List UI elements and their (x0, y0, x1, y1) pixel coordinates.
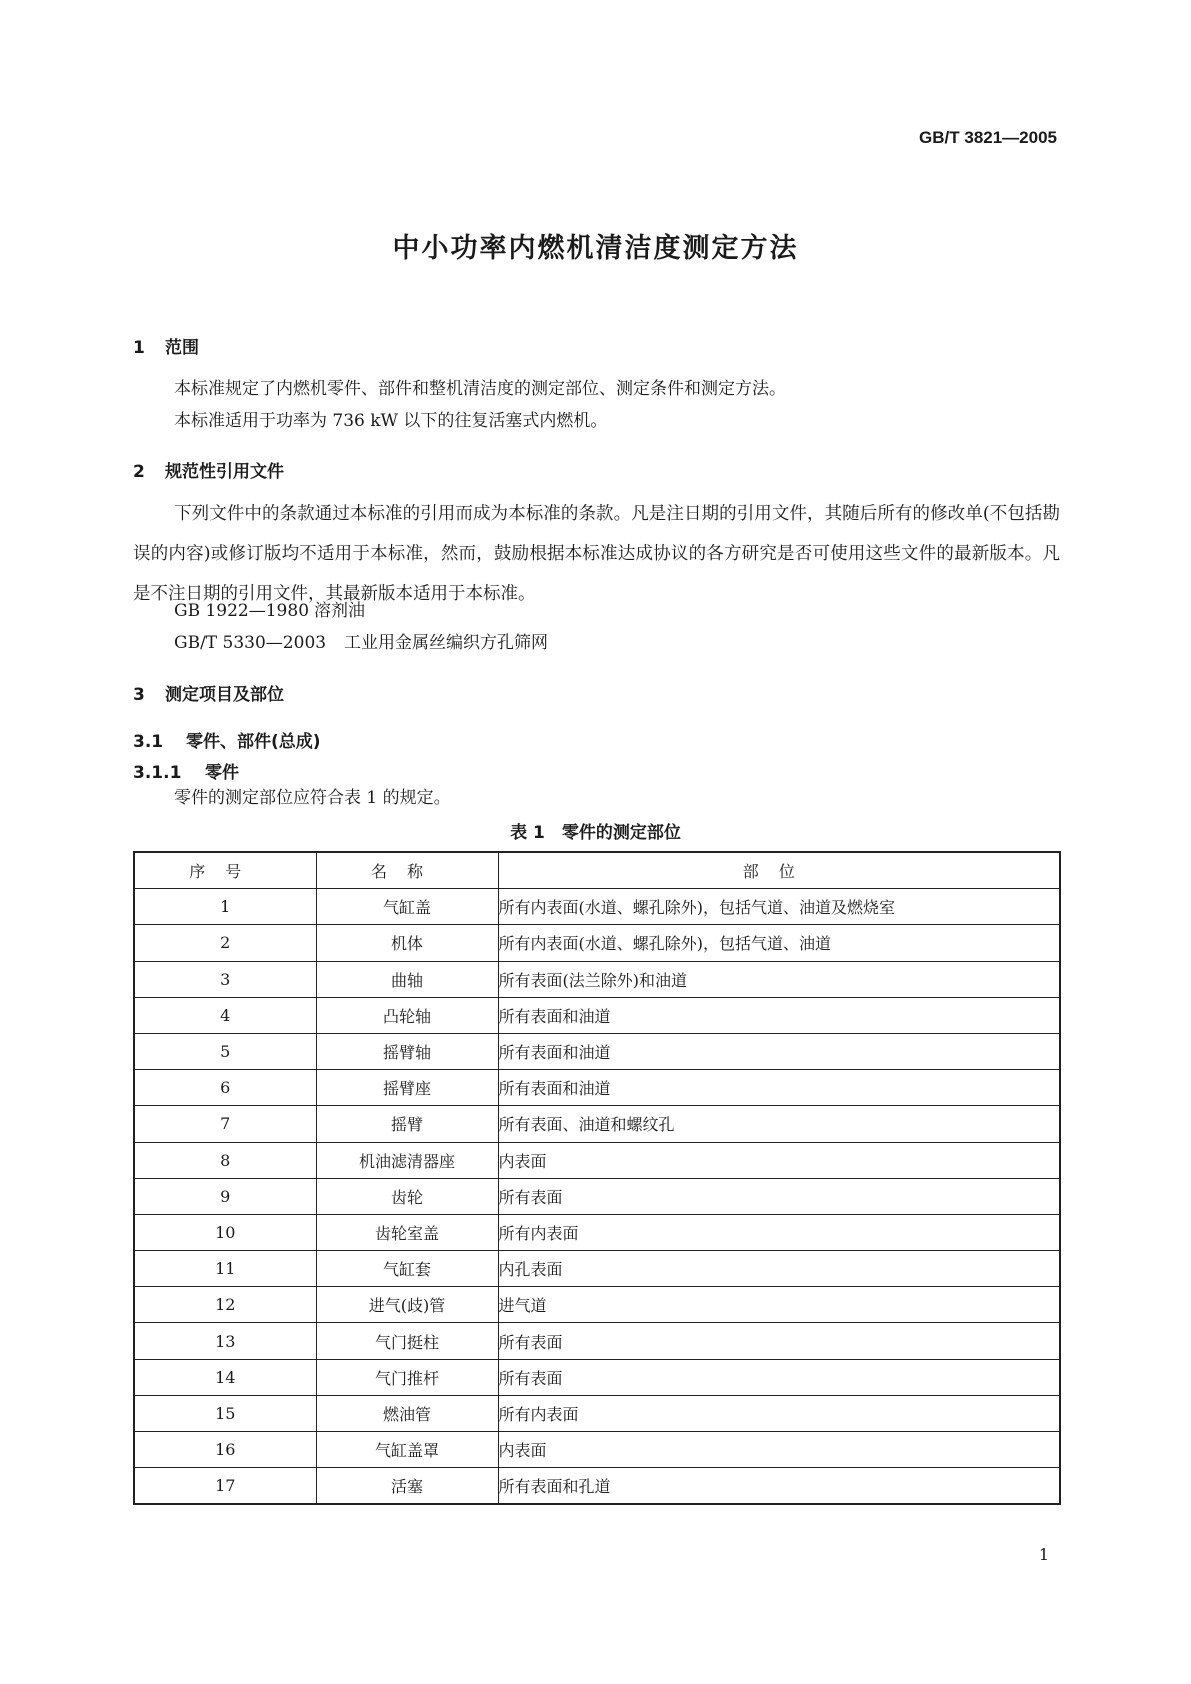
row-number: 12 (134, 1287, 316, 1323)
section-number: 3.1 (133, 732, 164, 752)
row-number: 8 (134, 1142, 316, 1178)
measurement-location: 所有表面(法兰除外)和油道 (498, 961, 1060, 997)
part-name: 机体 (316, 925, 498, 961)
row-number: 16 (134, 1432, 316, 1468)
measurement-location: 所有表面和油道 (498, 997, 1060, 1033)
row-number: 7 (134, 1106, 316, 1142)
section-number: 3.1.1 (133, 763, 182, 783)
table-row (134, 1359, 1060, 1395)
measurement-location: 所有内表面(水道、螺孔除外)，包括气道、油道及燃烧室 (498, 889, 1060, 925)
section-2-heading (133, 457, 284, 482)
part-name: 燃油管 (316, 1395, 498, 1431)
reference-code: GB/T 5330—2003 (174, 633, 327, 653)
paragraph: 本标准规定了内燃机零件、部件和整机清洁度的测定部位、测定条件和测定方法。 (174, 379, 786, 399)
part-name: 气缸盖 (316, 889, 498, 925)
section-1-heading (133, 333, 199, 358)
table-body (134, 889, 1060, 1505)
measurement-location: 内孔表面 (498, 1251, 1060, 1287)
section-number: 1 (133, 338, 145, 358)
measurement-location: 内表面 (498, 1432, 1060, 1468)
row-number: 2 (134, 925, 316, 961)
part-name: 凸轮轴 (316, 997, 498, 1033)
section-3-1-1-heading (133, 758, 239, 783)
table-row (134, 1106, 1060, 1142)
paragraph-text: 下列文件中的条款通过本标准的引用而成为本标准的条款。凡是注日期的引用文件，其随后所有的修改单(不包括勘误的内容)或修订版均不适用于本标准，然而，鼓励根据本标准达成协议的各方研究是否可使用这些文件的最新版本。凡是不注日期的引用文件，其最新版本适用于本标准。 (133, 504, 1060, 604)
reference-name: 工业用金属丝编织方孔筛网 (344, 633, 548, 653)
measurement-location: 所有表面和油道 (498, 1070, 1060, 1106)
part-name: 齿轮室盖 (316, 1214, 498, 1250)
part-name: 摇臂 (316, 1106, 498, 1142)
part-name: 曲轴 (316, 961, 498, 997)
part-name: 气门推杆 (316, 1359, 498, 1395)
table-row (134, 1070, 1060, 1106)
section-title: 范围 (165, 338, 199, 358)
table-row (134, 1395, 1060, 1431)
measurement-location: 所有表面和油道 (498, 1033, 1060, 1069)
part-name: 齿轮 (316, 1178, 498, 1214)
reference-name: 溶剂油 (314, 601, 365, 621)
row-number: 6 (134, 1070, 316, 1106)
measurement-location: 所有表面 (498, 1178, 1060, 1214)
row-number: 17 (134, 1468, 316, 1505)
reference-item (174, 632, 548, 654)
measurement-location: 内表面 (498, 1142, 1060, 1178)
column-header-number: 序号 (134, 852, 316, 889)
section-3-1-heading (133, 727, 321, 752)
measurement-location: 进气道 (498, 1287, 1060, 1323)
paragraph: 零件的测定部位应符合表 1 的规定。 (174, 788, 451, 808)
table-row (134, 889, 1060, 925)
row-number: 11 (134, 1251, 316, 1287)
table-header-row (134, 852, 1060, 889)
section-title: 零件、部件(总成) (186, 732, 321, 752)
table-row (134, 1323, 1060, 1359)
table-row (134, 1287, 1060, 1323)
section-title: 规范性引用文件 (165, 462, 284, 482)
table-row (134, 1033, 1060, 1069)
row-number: 14 (134, 1359, 316, 1395)
paragraph (133, 494, 1060, 614)
standard-code: GB/T 3821—2005 (919, 128, 1057, 147)
part-name: 摇臂座 (316, 1070, 498, 1106)
row-number: 9 (134, 1178, 316, 1214)
section-3-heading (133, 680, 284, 705)
row-number: 5 (134, 1033, 316, 1069)
row-number: 10 (134, 1214, 316, 1250)
section-number: 2 (133, 462, 145, 482)
row-number: 3 (134, 961, 316, 997)
measurement-location: 所有表面 (498, 1359, 1060, 1395)
reference-item (174, 600, 365, 622)
row-number: 13 (134, 1323, 316, 1359)
section-title: 零件 (205, 763, 239, 783)
table-row (134, 1142, 1060, 1178)
part-name: 进气(歧)管 (316, 1287, 498, 1323)
section-number: 3 (133, 685, 145, 705)
table-row (134, 997, 1060, 1033)
table-row (134, 1468, 1060, 1505)
part-name: 气缸套 (316, 1251, 498, 1287)
measurement-location: 所有内表面 (498, 1214, 1060, 1250)
document-title: 中小功率内燃机清洁度测定方法 (392, 233, 799, 264)
row-number: 4 (134, 997, 316, 1033)
part-name: 气缸盖罩 (316, 1432, 498, 1468)
table-row (134, 1178, 1060, 1214)
measurement-location: 所有表面和孔道 (498, 1468, 1060, 1505)
row-number: 1 (134, 889, 316, 925)
column-header-name: 名称 (316, 852, 498, 889)
reference-code: GB 1922—1980 (174, 601, 310, 621)
table-row (134, 1214, 1060, 1250)
measurement-location: 所有内表面(水道、螺孔除外)，包括气道、油道 (498, 925, 1060, 961)
table-row (134, 1432, 1060, 1468)
table-row (134, 961, 1060, 997)
row-number: 15 (134, 1395, 316, 1431)
page-number: 1 (1038, 1545, 1049, 1564)
measurement-location: 所有表面、油道和螺纹孔 (498, 1106, 1060, 1142)
paragraph: 本标准适用于功率为 736 kW 以下的往复活塞式内燃机。 (174, 411, 608, 431)
measurement-location: 所有内表面 (498, 1395, 1060, 1431)
measurement-location: 所有表面 (498, 1323, 1060, 1359)
part-name: 摇臂轴 (316, 1033, 498, 1069)
part-name: 气门挺柱 (316, 1323, 498, 1359)
part-name: 活塞 (316, 1468, 498, 1505)
table-row (134, 925, 1060, 961)
parts-table (133, 851, 1061, 1505)
part-name: 机油滤清器座 (316, 1142, 498, 1178)
section-title: 测定项目及部位 (165, 685, 284, 705)
column-header-location: 部位 (498, 852, 1060, 889)
table-caption: 表 1 零件的测定部位 (510, 823, 681, 843)
table-row (134, 1251, 1060, 1287)
